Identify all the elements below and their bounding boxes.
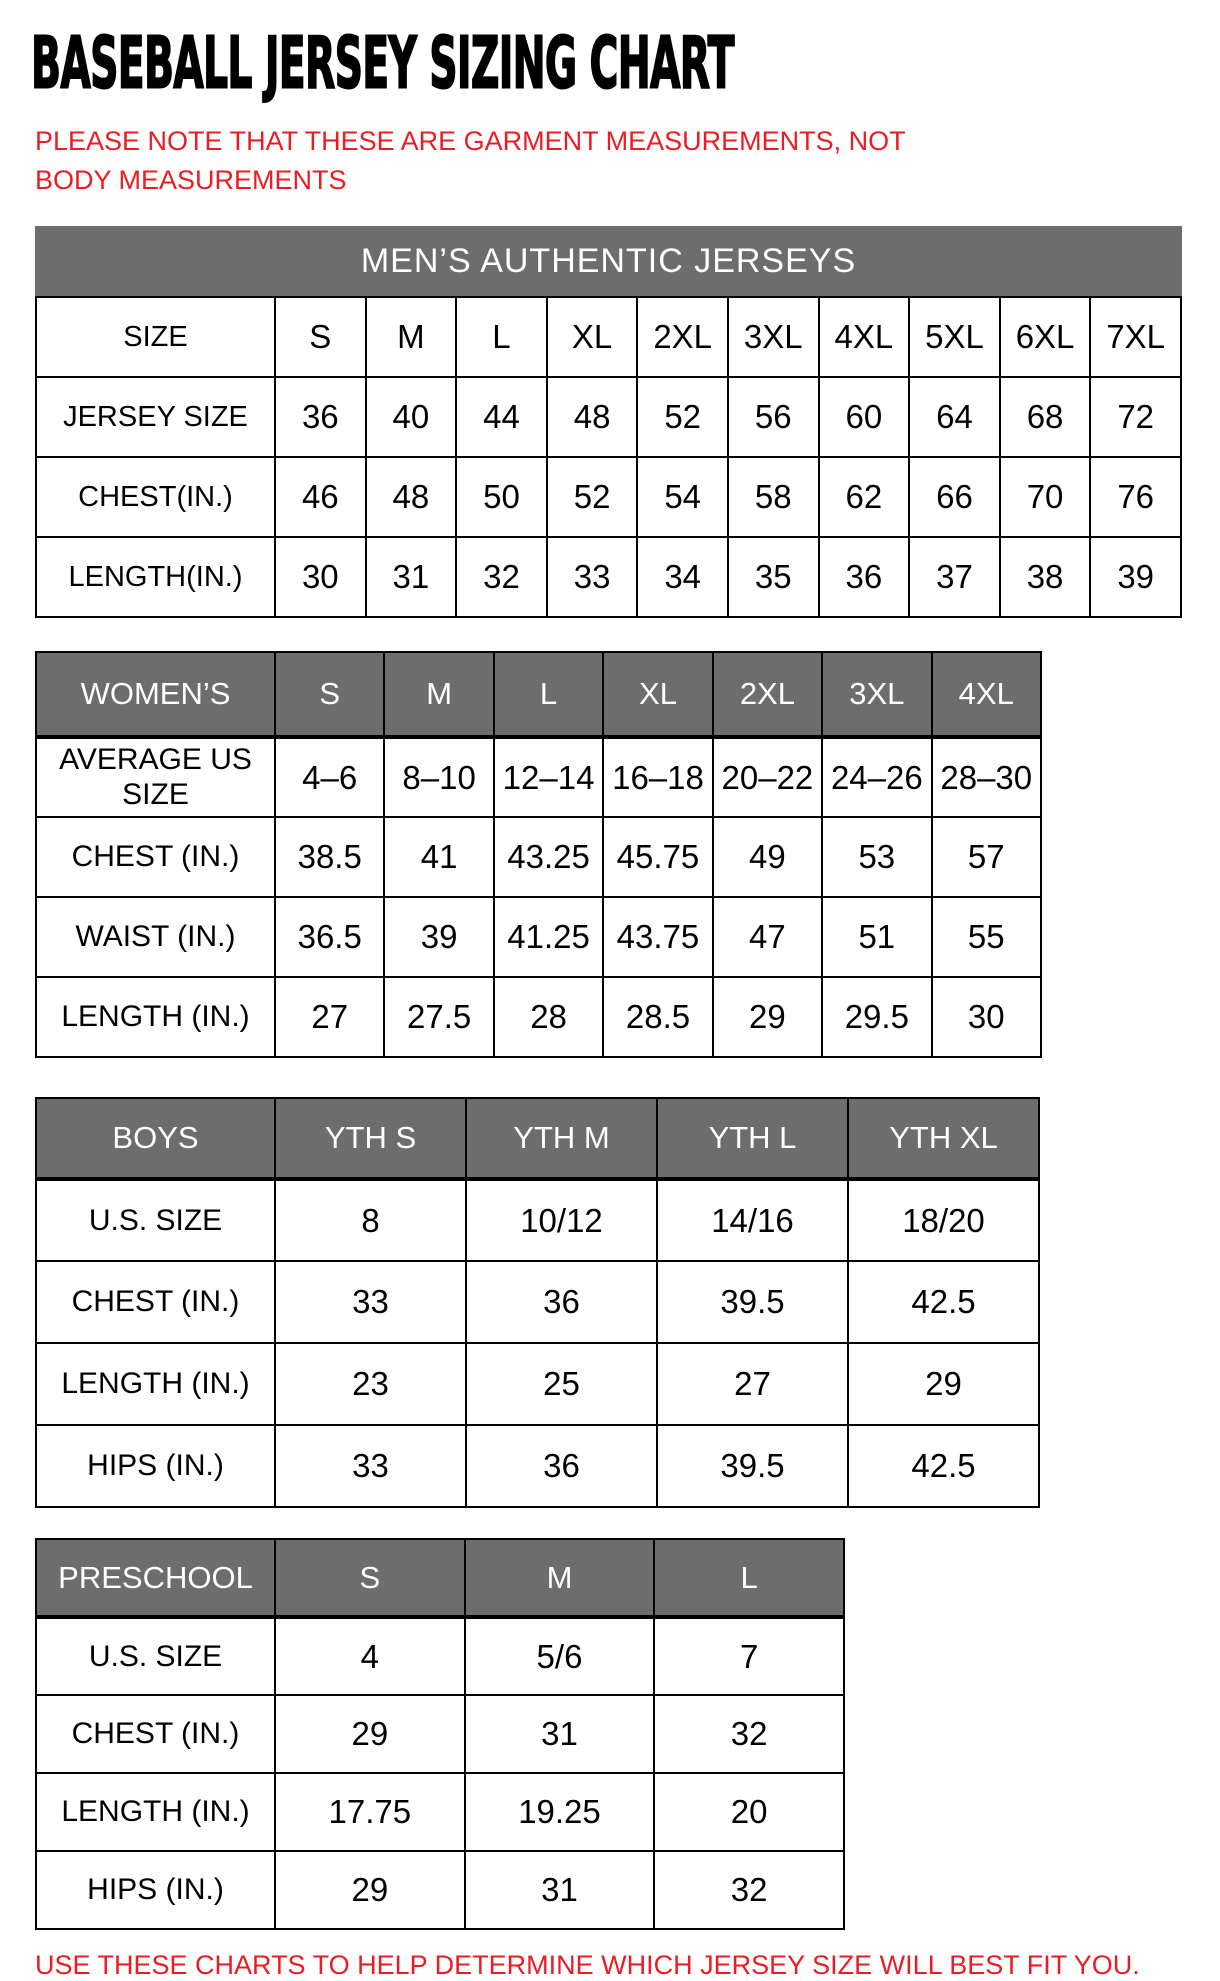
size-value: 4 [275,1617,465,1695]
size-value: 28.5 [603,977,712,1057]
size-value: 17.75 [275,1773,465,1851]
size-value: 14/16 [657,1179,848,1261]
mens-table-banner: MEN’S AUTHENTIC JERSEYS [35,226,1182,296]
size-value: 57 [932,817,1041,897]
row-label: AVERAGE US SIZE [36,737,275,817]
size-value: 20 [654,1773,844,1851]
table-row [36,1179,1039,1261]
size-value: 3XL [728,297,819,377]
column-header: XL [603,652,712,737]
table-row [36,377,1181,457]
womens-size-table [35,651,1042,1058]
size-value: 47 [713,897,822,977]
size-value: 33 [547,537,638,617]
size-value: 48 [547,377,638,457]
size-value: 51 [822,897,931,977]
table-row [36,1617,844,1695]
size-value: 39.5 [657,1425,848,1507]
size-value: 32 [456,537,547,617]
size-value: 36 [819,537,910,617]
row-label: HIPS (IN.) [36,1425,275,1507]
size-value: 23 [275,1343,466,1425]
size-value: 33 [275,1425,466,1507]
table-row [36,1695,844,1773]
column-header: 2XL [713,652,822,737]
size-value: 36 [275,377,366,457]
size-value: 66 [909,457,1000,537]
size-value: 55 [932,897,1041,977]
size-value: 29 [713,977,822,1057]
size-value: 58 [728,457,819,537]
column-header: M [465,1539,655,1617]
size-value: 29.5 [822,977,931,1057]
size-value: 38 [1000,537,1091,617]
size-value: 32 [654,1851,844,1929]
size-value: 27.5 [384,977,493,1057]
size-value: 41 [384,817,493,897]
column-header: M [384,652,493,737]
size-value: 4–6 [275,737,384,817]
size-value: 7XL [1090,297,1181,377]
row-label: CHEST (IN.) [36,1261,275,1343]
size-value: 60 [819,377,910,457]
column-header: YTH L [657,1098,848,1179]
row-label: WAIST (IN.) [36,897,275,977]
table-row [36,537,1181,617]
row-label: CHEST (IN.) [36,817,275,897]
row-label: LENGTH (IN.) [36,977,275,1057]
size-value: 49 [713,817,822,897]
size-value: 36 [466,1261,657,1343]
size-value: 30 [275,537,366,617]
mens-jerseys-section [35,226,1182,618]
size-value: 12–14 [494,737,603,817]
size-value: 20–22 [713,737,822,817]
size-value: 52 [547,457,638,537]
size-value: 18/20 [848,1179,1039,1261]
table-row [36,897,1041,977]
size-value: 31 [465,1851,655,1929]
size-value: 25 [466,1343,657,1425]
size-value: 5/6 [465,1617,655,1695]
column-header: 4XL [932,652,1041,737]
size-value: 41.25 [494,897,603,977]
table-row [36,737,1041,817]
size-value: 45.75 [603,817,712,897]
table-row [36,977,1041,1057]
size-value: 4XL [819,297,910,377]
size-value: 27 [275,977,384,1057]
row-label: LENGTH (IN.) [36,1343,275,1425]
size-value: 24–26 [822,737,931,817]
size-value: 6XL [1000,297,1091,377]
size-value: 33 [275,1261,466,1343]
size-value: S [275,297,366,377]
column-header: YTH S [275,1098,466,1179]
size-value: 29 [275,1851,465,1929]
size-value: 68 [1000,377,1091,457]
size-value: 29 [275,1695,465,1773]
column-header: 3XL [822,652,931,737]
size-value: 35 [728,537,819,617]
row-group-label: BOYS [36,1098,275,1179]
size-value: 16–18 [603,737,712,817]
size-value: 30 [932,977,1041,1057]
header-row [36,1098,1039,1179]
title-wrap [31,21,1220,106]
size-value: L [456,297,547,377]
row-group-label: PRESCHOOL [36,1539,275,1617]
header-row [36,652,1041,737]
size-value: 32 [654,1695,844,1773]
table-row [36,457,1181,537]
size-value: 43.75 [603,897,712,977]
size-value: 72 [1090,377,1181,457]
table-row [36,1425,1039,1507]
size-value: 44 [456,377,547,457]
page-title: BASEBALL JERSEY SIZING CHART [31,21,734,105]
row-group-label: WOMEN’S [36,652,275,737]
mens-size-table [35,296,1182,618]
row-label: SIZE [36,297,275,377]
womens-jerseys-section [35,651,1220,1058]
row-label: CHEST (IN.) [36,1695,275,1773]
size-value: 37 [909,537,1000,617]
column-header: S [275,1539,465,1617]
row-label: JERSEY SIZE [36,377,275,457]
row-label: CHEST(IN.) [36,457,275,537]
size-value: 10/12 [466,1179,657,1261]
size-value: 42.5 [848,1425,1039,1507]
size-value: 27 [657,1343,848,1425]
size-value: 56 [728,377,819,457]
size-value: 29 [848,1343,1039,1425]
column-header: YTH XL [848,1098,1039,1179]
size-value: 64 [909,377,1000,457]
size-value: 28–30 [932,737,1041,817]
size-value: 42.5 [848,1261,1039,1343]
table-row [36,1851,844,1929]
table-row [36,1773,844,1851]
header-row [36,1539,844,1617]
row-label: HIPS (IN.) [36,1851,275,1929]
size-value: 31 [465,1695,655,1773]
size-value: XL [547,297,638,377]
size-value: 39 [384,897,493,977]
size-value: 43.25 [494,817,603,897]
size-value: 31 [366,537,457,617]
size-value: 8–10 [384,737,493,817]
size-value: 40 [366,377,457,457]
size-value: 62 [819,457,910,537]
column-header: L [654,1539,844,1617]
size-value: 34 [637,537,728,617]
boys-jerseys-section [35,1097,1220,1508]
column-header: S [275,652,384,737]
preschool-jerseys-section [35,1538,1220,1930]
size-value: 46 [275,457,366,537]
size-value: 54 [637,457,728,537]
table-row [36,1261,1039,1343]
column-header: L [494,652,603,737]
garment-measurements-note: PLEASE NOTE THAT THESE ARE GARMENT MEASUREMENTS, NOT BODY MEASUREMENTS [35,126,906,196]
size-value: 50 [456,457,547,537]
size-value: 52 [637,377,728,457]
size-value: 39 [1090,537,1181,617]
preschool-size-table [35,1538,845,1930]
size-value: 53 [822,817,931,897]
size-value: M [366,297,457,377]
boys-size-table [35,1097,1040,1508]
size-value: 5XL [909,297,1000,377]
size-value: 28 [494,977,603,1057]
size-value: 36.5 [275,897,384,977]
column-header: YTH M [466,1098,657,1179]
footer-note: USE THESE CHARTS TO HELP DETERMINE WHICH JERSEY SIZE WILL BEST FIT YOU. [35,1950,1140,1981]
size-value: 48 [366,457,457,537]
table-row [36,817,1041,897]
size-value: 38.5 [275,817,384,897]
size-value: 76 [1090,457,1181,537]
row-label: U.S. SIZE [36,1617,275,1695]
size-value: 7 [654,1617,844,1695]
size-value: 39.5 [657,1261,848,1343]
row-label: U.S. SIZE [36,1179,275,1261]
size-value: 36 [466,1425,657,1507]
row-label: LENGTH(IN.) [36,537,275,617]
table-row [36,297,1181,377]
row-label: LENGTH (IN.) [36,1773,275,1851]
size-value: 70 [1000,457,1091,537]
size-value: 19.25 [465,1773,655,1851]
table-row [36,1343,1039,1425]
size-value: 8 [275,1179,466,1261]
size-value: 2XL [637,297,728,377]
